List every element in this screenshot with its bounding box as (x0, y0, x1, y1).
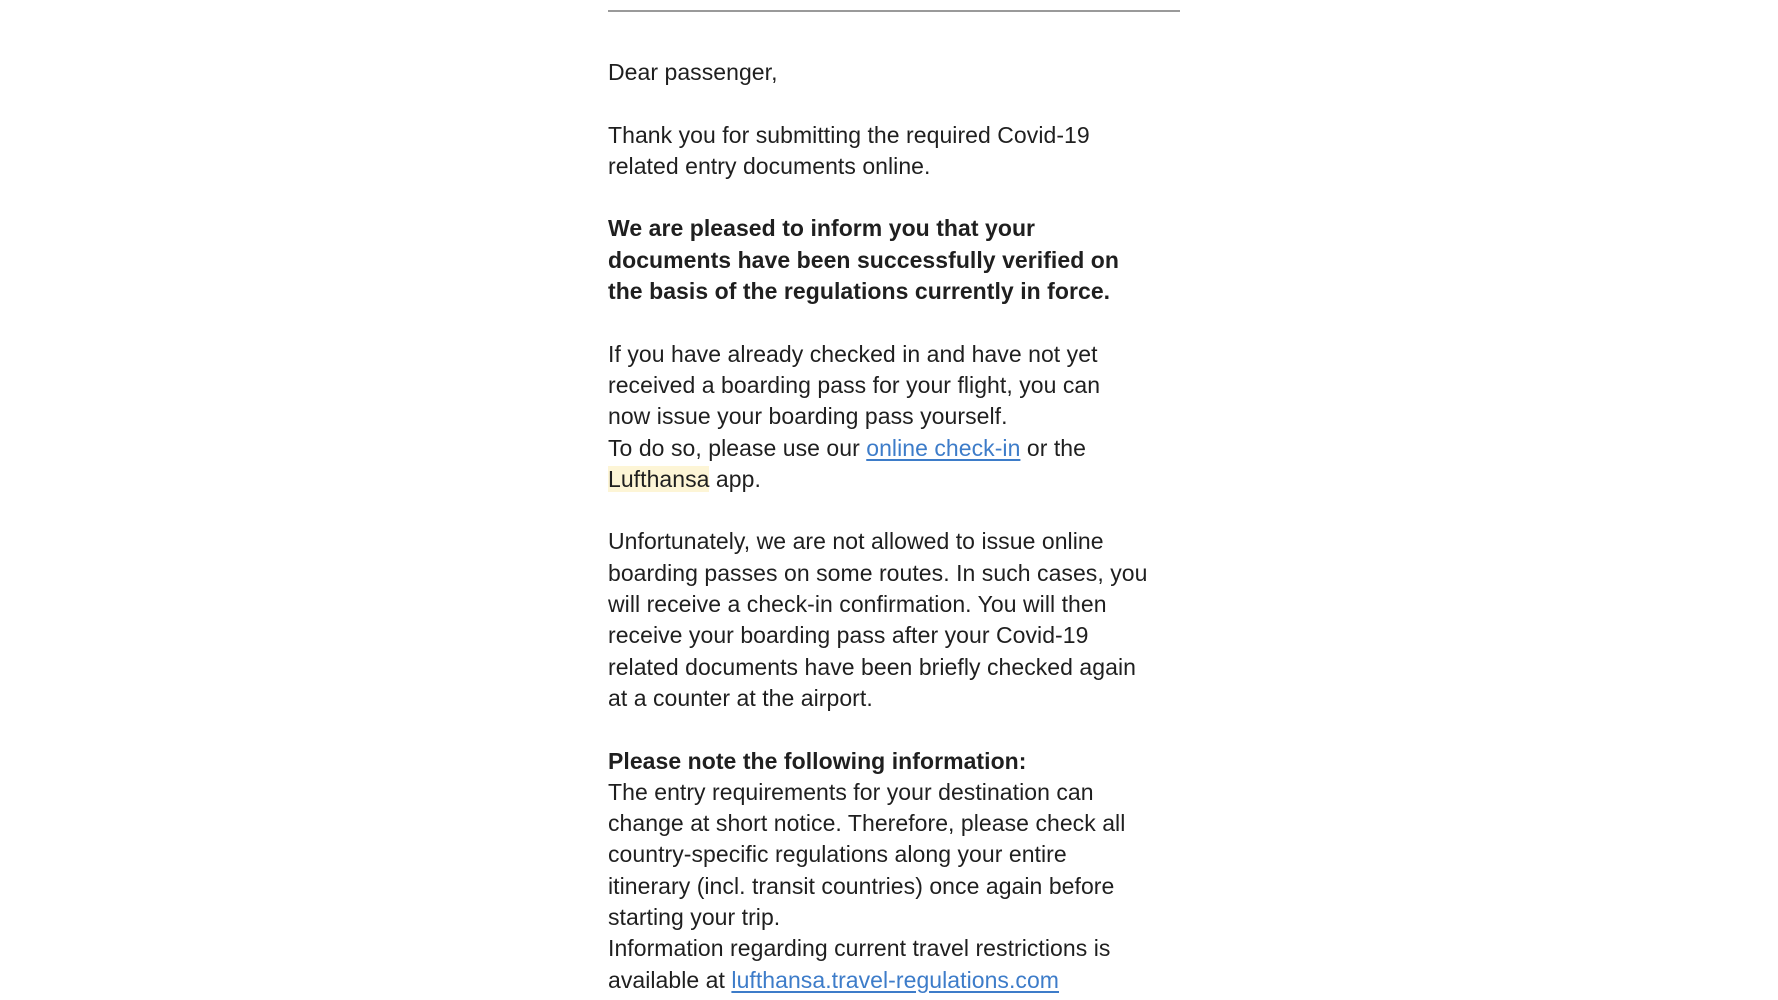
checkin-line: received a boarding pass for your flight, you can (608, 371, 1101, 398)
unfortunately-paragraph (608, 526, 1188, 714)
online-checkin-link[interactable]: online check-in (866, 434, 1021, 461)
note-line: itinerary (incl. transit countries) once again before (608, 872, 1115, 899)
unfortunately-line: will receive a check-in confirmation. You will then (608, 591, 1107, 618)
checkin-line: If you have already checked in and have not yet (608, 340, 1098, 367)
checkin-link-line (608, 433, 1188, 464)
note-line: country-specific regulations along your entire (608, 841, 1067, 868)
header-divider (608, 10, 1180, 12)
travel-regulations-link[interactable]: lufthansa.travel-regulations.com (731, 966, 1060, 993)
verified-line: the basis of the regulations currently in force. (608, 278, 1111, 305)
note-line: change at short notice. Therefore, please check all (608, 810, 1126, 837)
email-body (608, 57, 1188, 996)
unfortunately-line: related documents have been briefly checked again (608, 653, 1136, 680)
greeting-paragraph (608, 57, 1188, 88)
thanks-line: Thank you for submitting the required Covid-19 (608, 121, 1090, 148)
checkin-brand-line (608, 464, 1188, 495)
note-line: Information regarding current travel restrictions is (608, 935, 1111, 962)
unfortunately-line: boarding passes on some routes. In such cases, you (608, 559, 1148, 586)
thanks-line: related entry documents online. (608, 152, 931, 179)
checkin-paragraph (608, 339, 1188, 495)
unfortunately-line: at a counter at the airport. (608, 684, 873, 711)
unfortunately-line: Unfortunately, we are not allowed to issue online (608, 528, 1104, 555)
verified-line: documents have been successfully verified on (608, 246, 1119, 273)
note-heading: Please note the following information: (608, 747, 1027, 774)
brand-name: Lufthansa (608, 465, 710, 492)
verified-line: We are pleased to inform you that your (608, 215, 1036, 242)
note-line: starting your trip. (608, 904, 781, 931)
checkin-text: To do so, please use our (608, 434, 867, 461)
note-text: available at (608, 966, 732, 993)
note-paragraph (608, 746, 1188, 996)
thanks-paragraph (608, 120, 1188, 183)
checkin-text: or the (1020, 434, 1086, 461)
note-link-line (608, 965, 1188, 996)
checkin-line: now issue your boarding pass yourself. (608, 403, 1008, 430)
checkin-text: app. (709, 465, 761, 492)
note-line: The entry requirements for your destination can (608, 778, 1094, 805)
verified-paragraph (608, 213, 1188, 307)
greeting-text: Dear passenger, (608, 59, 778, 85)
email-message (608, 0, 1188, 996)
unfortunately-line: receive your boarding pass after your Covid-19 (608, 622, 1089, 649)
